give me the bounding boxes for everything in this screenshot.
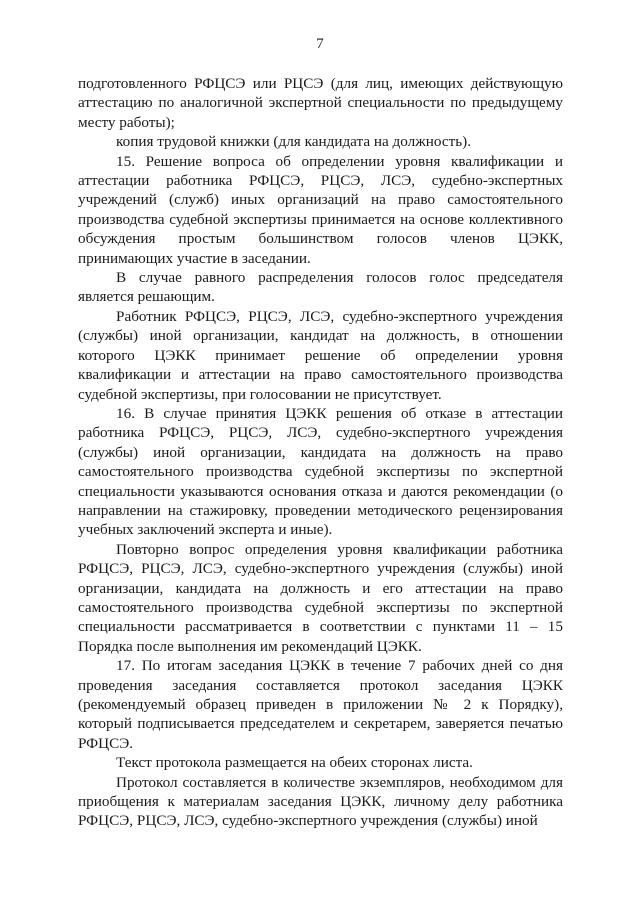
paragraph-16: 16. В случае принятия ЦЭКК решения об отказе в аттестации работника РФЦСЭ, РЦСЭ, ЛСЭ, судебно-экспертного учреждения (службы) иной организации, кандидата на должность на право самостоятельного производства судебной экспертизы по экспертной специальности указываются основания отказа и даются рекомендации (о направлении на стажировку, проведении методического рецензирования учебных заключений эксперта и иные).: [78, 404, 563, 539]
paragraph-15: 15. Решение вопроса об определении уровня квалификации и аттестации работника РФЦСЭ, РЦСЭ, ЛСЭ, судебно-экспертных учреждений (служб) иных организаций на право самостоятельного производства судебной экспертизы принимается на основе коллективного обсуждения простым большинством голосов членов ЦЭКК, принимающих участие в заседании.: [78, 152, 563, 267]
paragraph-continuation: подготовленного РФЦСЭ или РЦСЭ (для лиц, имеющих действующую аттестацию по аналогичной экспертной специальности по предыдущему месту работы);: [78, 75, 563, 131]
paragraph-protocol-copies: Протокол составляется в количестве экземпляров, необходимом для приобщения к материалам заседания ЦЭКК, личному делу работника РФЦСЭ, РЦСЭ, ЛСЭ, судебно-экспертного учреждения (службы) иной: [78, 773, 563, 830]
paragraph-protocol-text: Текст протокола размещается на обеих сторонах листа.: [116, 754, 473, 772]
paragraph-tie-vote: В случае равного распределения голосов голос председателя является решающим.: [78, 269, 563, 306]
page-number: 7: [316, 36, 324, 52]
paragraph-labor-book: копия трудовой книжки (для кандидата на должность).: [116, 133, 471, 151]
paragraph-17: 17. По итогам заседания ЦЭКК в течение 7 рабочих дней со дня проведения заседания составляется протокол заседания ЦЭКК (рекомендуемый образец приведен в приложении № 2 к Порядку), который подписывается председателем и секретарем, заверяется печатью РФЦСЭ.: [78, 657, 563, 752]
paragraph-not-present: Работник РФЦСЭ, РЦСЭ, ЛСЭ, судебно-экспертного учреждения (службы) иной организации, кандидат на должность, в отношении которого ЦЭКК принимает решение об определении уровня квалификации и аттестации на право самостоятельного производства судебной экспертизы, при голосовании не присутствует.: [78, 307, 563, 403]
document-body: [78, 74, 563, 831]
paragraph-repeat-review: Повторно вопрос определения уровня квалификации работника РФЦСЭ, РЦСЭ, ЛСЭ, судебно-экспертного учреждения (службы) иной организации, кандидата на должность и его аттестации на право самостоятельного производства судебной экспертизы по экспертной специальности рассматривается в соответствии с пунктами 11 – 15 Порядка после выполнения им рекомендаций ЦЭКК.: [78, 540, 563, 655]
